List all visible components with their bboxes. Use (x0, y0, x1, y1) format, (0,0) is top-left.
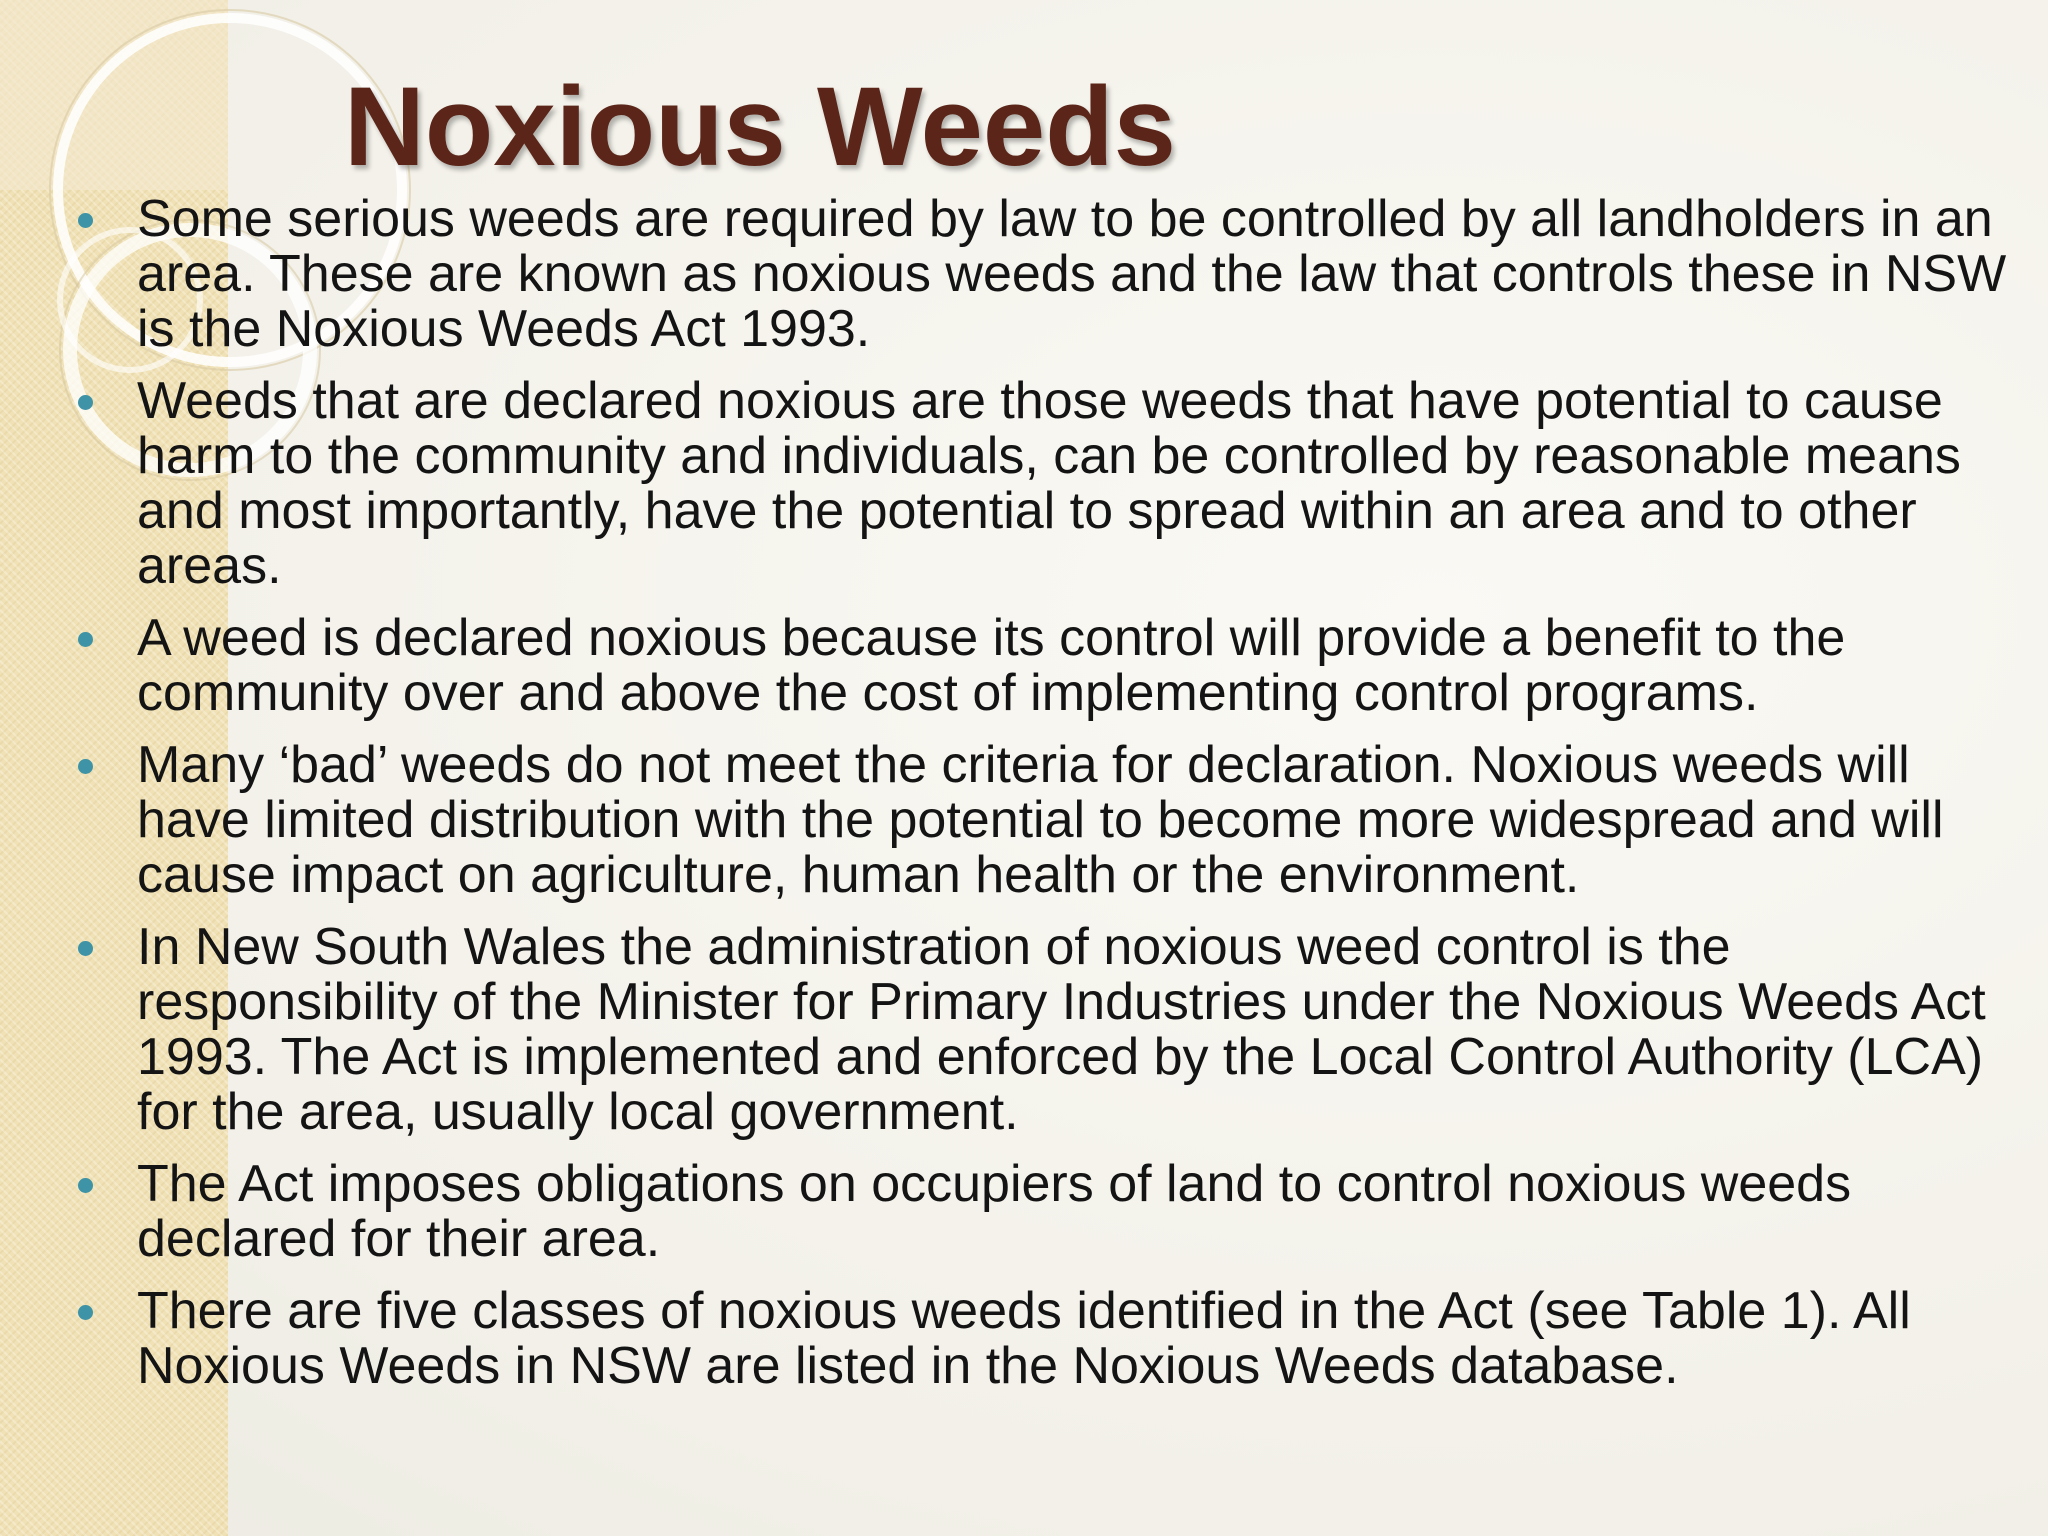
bullet-text: Many ‘bad’ weeds do not meet the criteria for declaration. Noxious weeds will have limited distribution with the potential to become more widespread and will cause impact on agriculture, human health or the environment. (137, 736, 1944, 904)
bullet-item (0, 920, 2048, 1140)
bullet-dot-icon (78, 759, 93, 774)
bullet-dot-icon (78, 1305, 93, 1320)
bullet-text: Some serious weeds are required by law to be controlled by all landholders in an area. These are known as noxious weeds and the law that controls these in NSW is the Noxious Weeds Act 1993. (137, 190, 2007, 358)
bullet-dot-icon (78, 395, 93, 410)
bullet-text: There are five classes of noxious weeds identified in the Act (see Table 1). All Noxious Weeds in NSW are listed in the Noxious Weeds database. (137, 1282, 1911, 1395)
bullet-text: A weed is declared noxious because its control will provide a benefit to the community over and above the cost of implementing control programs. (137, 609, 1846, 722)
bullet-dot-icon (78, 1178, 93, 1193)
bullet-dot-icon (78, 213, 93, 228)
bullet-item (0, 1157, 2048, 1267)
bullet-dot-icon (78, 941, 93, 956)
bullet-text: The Act imposes obligations on occupiers of land to control noxious weeds declared for their area. (137, 1155, 1852, 1268)
bullet-dot-icon (78, 632, 93, 647)
bullet-item (0, 738, 2048, 903)
bullet-item (0, 611, 2048, 721)
bullet-item (0, 1284, 2048, 1394)
bullet-list (0, 192, 2048, 1411)
bullet-text: Weeds that are declared noxious are those weeds that have potential to cause harm to the community and individuals, can be controlled by reasonable means and most importantly, have the potential to spread within an area and to other areas. (137, 372, 1961, 595)
bullet-item (0, 374, 2048, 594)
bullet-item (0, 192, 2048, 357)
bullet-text: In New South Wales the administration of noxious weed control is the responsibility of the Minister for Primary Industries under the Noxious Weeds Act 1993. The Act is implemented and enforced by the Local Control Authority (LCA) for the area, usually local government. (137, 918, 1986, 1141)
slide-title: Noxious Weeds (344, 64, 1176, 189)
